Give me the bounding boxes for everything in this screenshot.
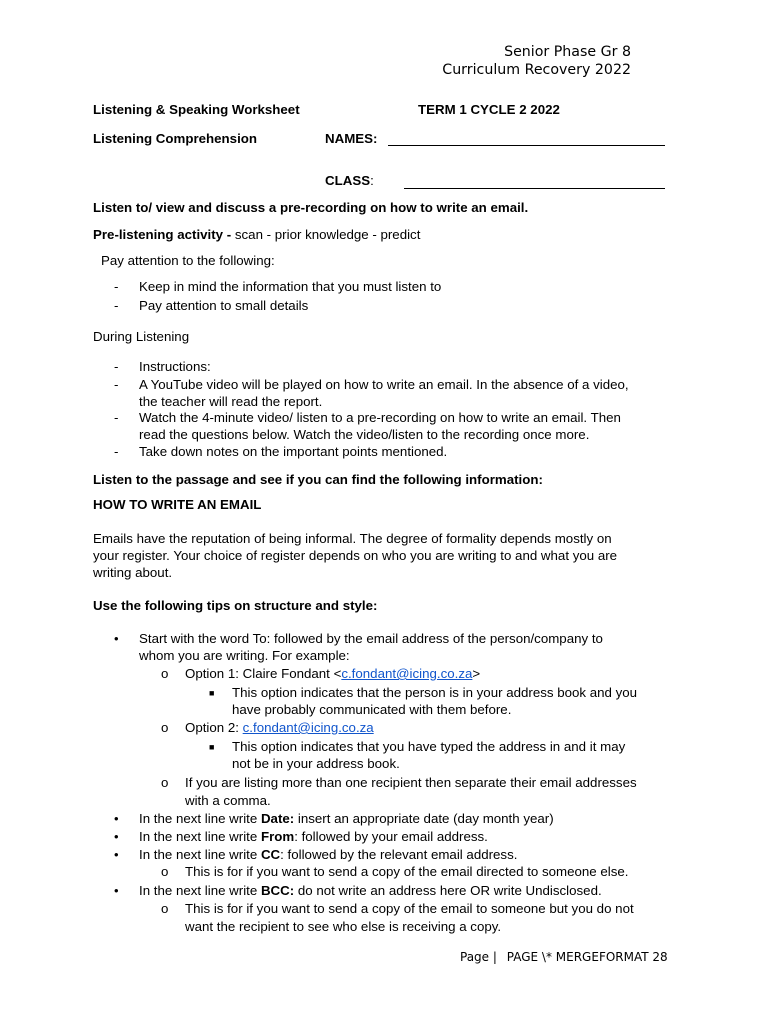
list-item: Watch the 4-minute video/ listen to a pre-recording on how to write an email. Then [139, 410, 621, 425]
footer-separator: | [492, 950, 497, 964]
tip-bcc-bold: BCC: [260, 883, 295, 898]
tip-from [139, 829, 488, 844]
list-item: Take down notes on the important points mentioned. [139, 444, 448, 459]
option-2-note-continued: not be in your address book. [232, 756, 400, 771]
footer-page-field: PAGE \* MERGEFORMAT 28 [506, 950, 668, 964]
option-1 [185, 666, 480, 681]
multi-recipient: If you are listing more than one recipient then separate their email addresses [185, 775, 637, 790]
tip-date [139, 811, 554, 826]
email-link[interactable]: c.fondant@icing.co.za [242, 720, 374, 735]
dash-marker: - [114, 410, 119, 425]
paragraph-line: Emails have the reputation of being informal. The degree of formality depends mostly on [93, 531, 612, 546]
cc-note: This is for if you want to send a copy of the email directed to someone else. [185, 864, 629, 879]
during-listening-label: During Listening [93, 329, 190, 344]
pre-listening [93, 227, 420, 242]
tip-date-text: insert an appropriate date (day month year) [294, 811, 554, 826]
square-marker: ■ [209, 742, 215, 752]
circle-marker: o [161, 775, 169, 790]
tip-start: Start with the word To: followed by the email address of the person/company to [139, 631, 603, 646]
listen-heading: Listen to the passage and see if you can find the following information: [93, 472, 543, 487]
bullet-marker: • [114, 847, 119, 862]
tip-date-bold: Date: [260, 811, 295, 826]
option-2-prefix: Option 2: [185, 720, 243, 735]
header-line-2: Curriculum Recovery 2022 [442, 62, 631, 78]
tip-from-text: : followed by your email address. [294, 829, 488, 844]
multi-recipient-continued: with a comma. [185, 793, 271, 808]
header-line-1: Senior Phase Gr 8 [504, 44, 631, 60]
dash-marker: - [114, 279, 119, 294]
class-field[interactable] [404, 174, 665, 189]
bcc-note: This is for if you want to send a copy of the email to someone but you do not [185, 901, 634, 916]
paragraph-line: your register. Your choice of register depends on who you are writing to and what you are [93, 548, 618, 563]
tip-bcc [139, 883, 602, 898]
tip-cc-bold: CC [260, 847, 281, 862]
bcc-note-continued: want the recipient to see who else is receiving a copy. [185, 919, 502, 934]
dash-marker: - [114, 298, 119, 313]
list-item: A YouTube video will be played on how to write an email. In the absence of a video, [139, 377, 629, 392]
circle-marker: o [161, 864, 169, 879]
tip-cc [139, 847, 517, 862]
circle-marker: o [161, 666, 169, 681]
list-item-continued: the teacher will read the report. [139, 394, 323, 409]
circle-marker: o [161, 720, 169, 735]
list-item: Keep in mind the information that you must listen to [139, 279, 442, 294]
pre-listening-label: Pre-listening activity - [93, 227, 232, 242]
list-item-continued: read the questions below. Watch the video/listen to the recording once more. [139, 427, 590, 442]
tip-cc-text: : followed by the relevant email address. [280, 847, 518, 862]
list-item: Instructions: [139, 359, 211, 374]
how-to-heading: HOW TO WRITE AN EMAIL [93, 497, 262, 512]
option-1-note-continued: have probably communicated with them before. [232, 702, 512, 717]
email-link[interactable]: c.fondant@icing.co.za [341, 666, 473, 681]
circle-marker: o [161, 901, 169, 916]
option-2 [185, 720, 374, 735]
tips-heading: Use the following tips on structure and style: [93, 598, 378, 613]
option-2-note: This option indicates that you have typed the address in and it may [232, 739, 626, 754]
pre-listening-text: scan - prior knowledge - predict [231, 227, 421, 242]
class-label: CLASS [325, 173, 371, 188]
option-1-prefix: Option 1: Claire Fondant < [185, 666, 342, 681]
tip-from-bold: From [260, 829, 295, 844]
bullet-marker: • [114, 829, 119, 844]
square-marker: ■ [209, 688, 215, 698]
tip-start-continued: whom you are writing. For example: [139, 648, 350, 663]
list-item: Pay attention to small details [139, 298, 309, 313]
tip-from-prefix: In the next line write [139, 829, 261, 844]
paragraph-line: writing about. [93, 565, 173, 580]
names-field[interactable] [388, 131, 665, 146]
tip-cc-prefix: In the next line write [139, 847, 261, 862]
class-label-group [325, 173, 374, 188]
bullet-marker: • [114, 631, 119, 646]
bullet-marker: • [114, 883, 119, 898]
footer-page-label: Page [460, 950, 490, 964]
bullet-marker: • [114, 811, 119, 826]
term-label: TERM 1 CYCLE 2 2022 [418, 102, 560, 117]
pay-attention-label: Pay attention to the following: [101, 253, 275, 268]
page-footer [460, 950, 668, 964]
dash-marker: - [114, 359, 119, 374]
section-title: Listening Comprehension [93, 131, 258, 146]
tip-bcc-text: do not write an address here OR write Undisclosed. [294, 883, 602, 898]
class-colon: : [370, 173, 374, 188]
tip-date-prefix: In the next line write [139, 811, 261, 826]
worksheet-title: Listening & Speaking Worksheet [93, 102, 300, 117]
option-1-suffix: > [472, 666, 481, 681]
dash-marker: - [114, 377, 119, 392]
option-1-note: This option indicates that the person is in your address book and you [232, 685, 638, 700]
dash-marker: - [114, 444, 119, 459]
intro-instruction: Listen to/ view and discuss a pre-recording on how to write an email. [93, 200, 529, 215]
names-label: NAMES: [325, 131, 378, 146]
tip-bcc-prefix: In the next line write [139, 883, 261, 898]
